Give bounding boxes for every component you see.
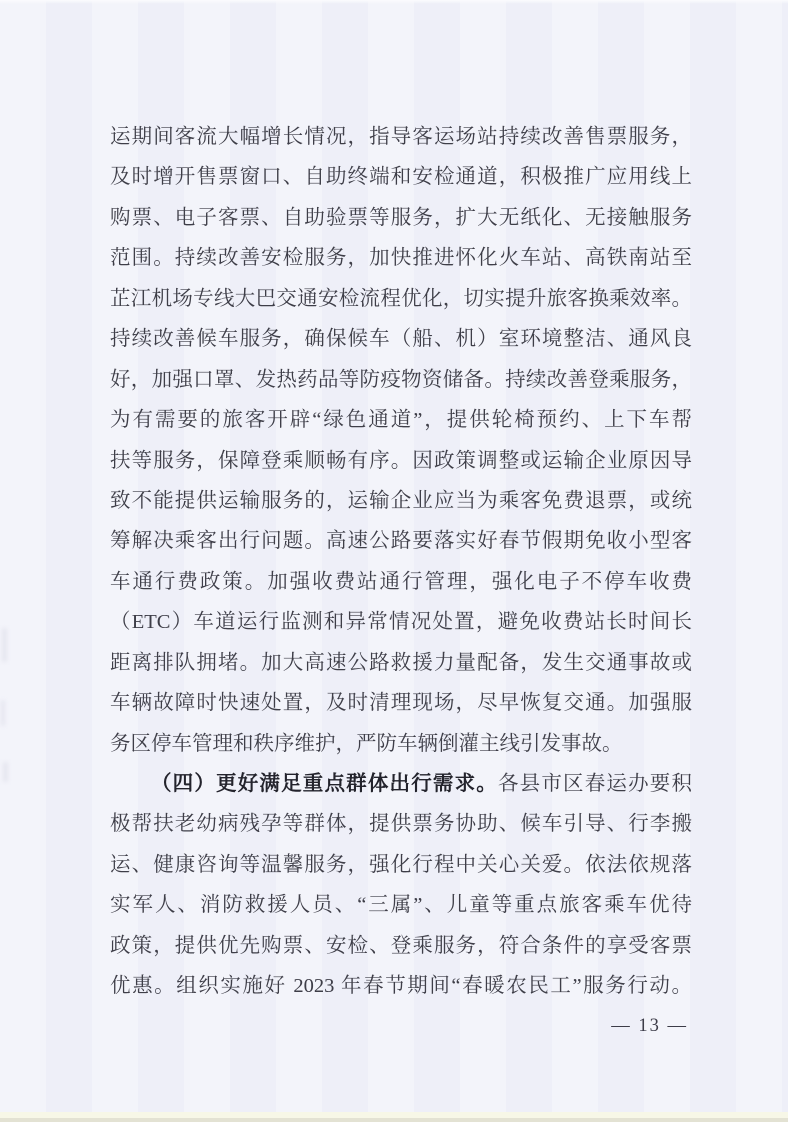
body-text: 运、健康咨询等温馨服务，强化行程中关心关爱。依法依规落 xyxy=(110,853,692,876)
scan-bottom-shadow xyxy=(0,1118,788,1122)
body-text: 政策，提供优先购票、安检、登乘服务，符合条件的享受客票 xyxy=(110,934,692,957)
text-line xyxy=(110,441,692,481)
text-line xyxy=(110,198,692,238)
body-text: 运期间客流大幅增长情况，指导客运场站持续改善售票服务， xyxy=(110,126,692,148)
body-text: 购票、电子客票、自助验票等服务，扩大无纸化、无接触服务 xyxy=(110,206,692,229)
page-number: — 13 — xyxy=(611,1016,688,1036)
body-text: （ETC）车道运行监测和异常情况处置，避免收费站长时间长 xyxy=(110,611,692,634)
text-line xyxy=(110,117,692,157)
body-text: 筹解决乘客出行问题。高速公路要落实好春节假期免收小型客 xyxy=(110,530,692,553)
scan-artifact xyxy=(3,762,8,782)
text-line xyxy=(110,764,692,804)
body-text: 范围。持续改善安检服务，加快推进怀化火车站、高铁南站至 xyxy=(110,247,692,270)
text-line xyxy=(110,926,692,966)
body-text: 扶等服务，保障登乘顺畅有序。因政策调整或运输企业原因导 xyxy=(110,449,692,472)
body-text: 车通行费政策。加强收费站通行管理，强化电子不停车收费 xyxy=(110,570,692,593)
text-line xyxy=(110,683,692,723)
text-line xyxy=(110,562,692,602)
body-text: 为有需要的旅客开辟“绿色通道”，提供轮椅预约、上下车帮 xyxy=(110,409,692,432)
text-line xyxy=(110,966,692,1006)
scan-artifact xyxy=(1,700,5,726)
document-body xyxy=(110,117,692,1007)
body-text: 及时增开售票窗口、自助终端和安检通道，积极推广应用线上 xyxy=(110,166,692,189)
body-text: 芷江机场专线大巴交通安检流程优化，切实提升旅客换乘效率。 xyxy=(110,287,692,310)
text-line xyxy=(110,319,692,359)
body-text: 持续改善候车服务，确保候车（船、机）室环境整洁、通风良 xyxy=(110,328,692,351)
body-text: 优惠。组织实施好 2023 年春节期间“春暖农民工”服务行动。 xyxy=(110,975,692,998)
body-text: 各县市区春运办要积 xyxy=(498,773,692,795)
text-line xyxy=(110,481,692,521)
text-line xyxy=(110,885,692,925)
text-line xyxy=(110,521,692,561)
text-line xyxy=(110,360,692,400)
section-heading: （四）更好满足重点群体出行需求。 xyxy=(151,773,498,795)
text-line xyxy=(110,279,692,319)
body-text: 车辆故障时快速处置，及时清理现场，尽早恢复交通。加强服 xyxy=(110,692,692,715)
body-text: 致不能提供运输服务的，运输企业应当为乘客免费退票，或统 xyxy=(110,489,692,512)
text-line xyxy=(110,643,692,683)
text-line xyxy=(110,845,692,885)
body-text: 极帮扶老幼病残孕等群体，提供票务协助、候车引导、行李搬 xyxy=(110,813,692,836)
body-text: 实军人、消防救援人员、“三属”、儿童等重点旅客乘车优待 xyxy=(110,894,692,917)
text-line xyxy=(110,724,692,764)
text-line xyxy=(110,238,692,278)
body-text: 好，加强口罩、发热药品等防疫物资储备。持续改善登乘服务， xyxy=(110,368,692,391)
body-text: 务区停车管理和秩序维护，严防车辆倒灌主线引发事故。 xyxy=(110,732,623,755)
text-line xyxy=(110,804,692,844)
scan-artifact xyxy=(2,628,7,662)
text-line xyxy=(110,602,692,642)
body-text: 距离排队拥堵。加大高速公路救援力量配备，发生交通事故或 xyxy=(110,651,692,674)
text-line xyxy=(110,400,692,440)
text-line xyxy=(110,157,692,197)
